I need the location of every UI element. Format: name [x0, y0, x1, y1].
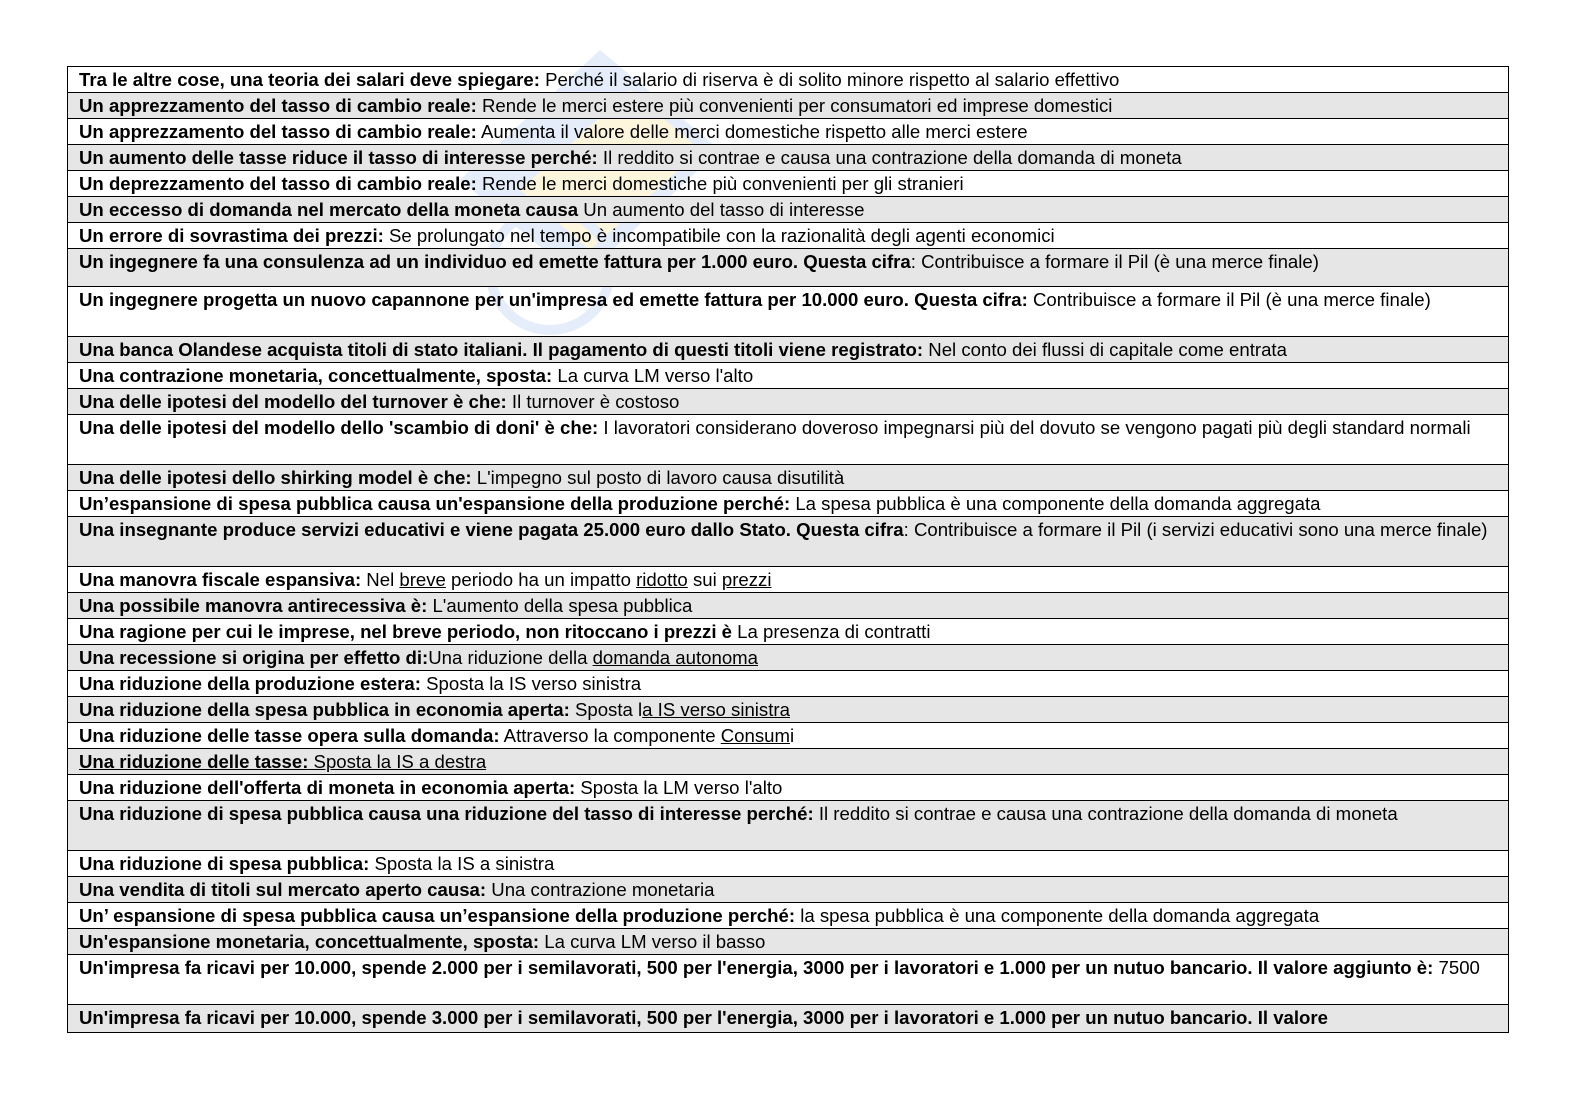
- table-row: [68, 619, 1509, 645]
- question-text: Una riduzione di spesa pubblica causa una riduzione del tasso di interesse perché:: [79, 803, 814, 824]
- table-row: [68, 145, 1509, 171]
- answer-text: L'impegno sul posto di lavoro causa disutilità: [471, 467, 845, 488]
- answer-underlined: domanda autonoma: [592, 647, 758, 668]
- question-text: Un apprezzamento del tasso di cambio reale:: [79, 121, 477, 142]
- table-cell: [68, 775, 1509, 801]
- table-row: [68, 645, 1509, 671]
- question-text: Una riduzione delle tasse:: [79, 751, 309, 772]
- table-row: [68, 851, 1509, 877]
- table-cell: [68, 851, 1509, 877]
- table-cell: [68, 671, 1509, 697]
- answer-text: La presenza di contratti: [732, 621, 931, 642]
- question-text: Un eccesso di domanda nel mercato della moneta causa: [79, 199, 579, 220]
- table-row: [68, 67, 1509, 93]
- table-row: [68, 723, 1509, 749]
- question-text: Un'impresa fa ricavi per 10.000, spende 2.000 per i semilavorati, 500 per l'energia, 3000 per i lavoratori e 1.000 per un nutuo bancario. Il valore aggiunto è:: [79, 957, 1434, 978]
- table-cell: [68, 389, 1509, 415]
- table-row: [68, 877, 1509, 903]
- answer-text: La spesa pubblica è una componente della domanda aggregata: [790, 493, 1321, 514]
- answer-text: Sposta l: [569, 699, 643, 720]
- table-row: [68, 775, 1509, 801]
- answer-text: I lavoratori considerano doveroso impegnarsi più del dovuto se vengono pagati più degli standard normali: [598, 417, 1471, 438]
- table-cell: [68, 171, 1509, 197]
- question-text: Una possibile manovra antirecessiva è:: [79, 595, 428, 616]
- table-cell: [68, 415, 1509, 465]
- table-cell: [68, 465, 1509, 491]
- answer-text: Il reddito si contrae e causa una contrazione della domanda di moneta: [597, 147, 1182, 168]
- answer-text: L'aumento della spesa pubblica: [427, 595, 693, 616]
- answer-text: Aumenta il valore delle merci domestiche rispetto alle merci estere: [476, 121, 1028, 142]
- table-row: [68, 415, 1509, 465]
- table-cell: [68, 491, 1509, 517]
- answer-text: Rende le merci estere più convenienti per consumatori ed imprese domestici: [476, 95, 1113, 116]
- table-row: [68, 93, 1509, 119]
- answer-text: Nel: [361, 569, 400, 590]
- table-row: [68, 749, 1509, 775]
- answer-text: Attraverso la componente: [499, 725, 721, 746]
- question-text: Una delle ipotesi del modello dello 'scambio di doni' è che:: [79, 417, 599, 438]
- question-text: Un ingegnere fa una consulenza ad un individuo ed emette fattura per 1.000 euro. Questa cifra: [79, 251, 911, 272]
- table-cell: [68, 593, 1509, 619]
- question-text: Una delle ipotesi del modello del turnover è che:: [79, 391, 507, 412]
- question-text: Una insegnante produce servizi educativi e viene pagata 25.000 euro dallo Stato. Questa cifra: [79, 519, 904, 540]
- answer-text: La curva LM verso il basso: [539, 931, 766, 952]
- answer-underlined: a IS verso sinistra: [642, 699, 790, 720]
- table-cell: [68, 929, 1509, 955]
- qa-table: [67, 66, 1509, 1033]
- answer-text: Sposta la IS verso sinistra: [420, 673, 642, 694]
- table-row: [68, 697, 1509, 723]
- answer-text: Contribuisce a formare il Pil (è una merce finale): [1027, 289, 1431, 310]
- question-text: Una riduzione della spesa pubblica in economia aperta:: [79, 699, 570, 720]
- answer-text: Il turnover è costoso: [506, 391, 680, 412]
- answer-text: Sposta la IS a sinistra: [369, 853, 555, 874]
- table-row: [68, 593, 1509, 619]
- table-row: [68, 1005, 1509, 1033]
- table-row: [68, 903, 1509, 929]
- question-text: Un’ espansione di spesa pubblica causa un’espansione della produzione perché:: [79, 905, 796, 926]
- table-cell: [68, 197, 1509, 223]
- table-cell: [68, 567, 1509, 593]
- table-cell: [68, 749, 1509, 775]
- table-row: [68, 363, 1509, 389]
- table-row: [68, 801, 1509, 851]
- table-row: [68, 567, 1509, 593]
- answer-underlined: Sposta la IS a destra: [308, 751, 487, 772]
- answer-text: : Contribuisce a formare il Pil (è una merce finale): [910, 251, 1319, 272]
- table-cell: [68, 645, 1509, 671]
- answer-text: Un aumento del tasso di interesse: [578, 199, 865, 220]
- table-row: [68, 929, 1509, 955]
- answer-text: Se prolungato nel tempo è incompatibile con la razionalità degli agenti economici: [383, 225, 1055, 246]
- table-row: [68, 197, 1509, 223]
- question-text: Una riduzione della produzione estera:: [79, 673, 421, 694]
- question-text: Una manovra fiscale espansiva:: [79, 569, 362, 590]
- table-cell: [68, 93, 1509, 119]
- answer-underlined: ridotto: [636, 569, 688, 590]
- answer-text: Il reddito si contrae e causa una contrazione della domanda di moneta: [813, 803, 1398, 824]
- question-text: Una riduzione delle tasse opera sulla domanda:: [79, 725, 500, 746]
- table-row: [68, 249, 1509, 287]
- table-cell: [68, 801, 1509, 851]
- table-row: [68, 389, 1509, 415]
- answer-text: Una contrazione monetaria: [486, 879, 715, 900]
- answer-text: : Contribuisce a formare il Pil (i servizi educativi sono una merce finale): [903, 519, 1488, 540]
- answer-text: Rende le merci domestiche più convenienti per gli stranieri: [476, 173, 964, 194]
- table-row: [68, 337, 1509, 363]
- question-text: Un'espansione monetaria, concettualmente, sposta:: [79, 931, 540, 952]
- table-row: [68, 465, 1509, 491]
- answer-text: Perché il salario di riserva è di solito minore rispetto al salario effettivo: [539, 69, 1120, 90]
- question-text: Un’espansione di spesa pubblica causa un'espansione della produzione perché:: [79, 493, 791, 514]
- table-cell: [68, 903, 1509, 929]
- question-text: Un errore di sovrastima dei prezzi:: [79, 225, 384, 246]
- table-cell: [68, 287, 1509, 337]
- answer-underlined: Consum: [720, 725, 790, 746]
- question-text: Una riduzione di spesa pubblica:: [79, 853, 370, 874]
- answer-underlined: breve: [399, 569, 446, 590]
- table-row: [68, 171, 1509, 197]
- table-cell: [68, 67, 1509, 93]
- answer-text: Una riduzione della: [428, 647, 593, 668]
- table-cell: [68, 249, 1509, 287]
- answer-text: periodo ha un impatto: [445, 569, 637, 590]
- table-cell: [68, 955, 1509, 1005]
- table-row: [68, 119, 1509, 145]
- table-cell: [68, 363, 1509, 389]
- question-text: Una contrazione monetaria, concettualmente, sposta:: [79, 365, 553, 386]
- table-row: [68, 955, 1509, 1005]
- answer-text: 7500: [1433, 957, 1480, 978]
- question-text: Un ingegnere progetta un nuovo capannone per un'impresa ed emette fattura per 10.000 euro. Questa cifra:: [79, 289, 1028, 310]
- answer-text: i: [789, 725, 795, 746]
- table-cell: [68, 337, 1509, 363]
- table-cell: [68, 517, 1509, 567]
- table-cell: [68, 619, 1509, 645]
- table-cell: [68, 145, 1509, 171]
- table-cell: [68, 723, 1509, 749]
- table-row: [68, 671, 1509, 697]
- answer-text: sui: [687, 569, 722, 590]
- question-text: Un aumento delle tasse riduce il tasso di interesse perché:: [79, 147, 598, 168]
- question-text: Un'impresa fa ricavi per 10.000, spende 3.000 per i semilavorati, 500 per l'energia, 3000 per i lavoratori e 1.000 per un nutuo bancario. Il valore: [79, 1007, 1328, 1028]
- question-text: Una recessione si origina per effetto di:: [79, 647, 429, 668]
- table-cell: [68, 1005, 1509, 1033]
- question-text: Un apprezzamento del tasso di cambio reale:: [79, 95, 477, 116]
- question-text: Una delle ipotesi dello shirking model è che:: [79, 467, 472, 488]
- table-row: [68, 287, 1509, 337]
- table-row: [68, 491, 1509, 517]
- answer-text: la spesa pubblica è una componente della domanda aggregata: [795, 905, 1320, 926]
- table-cell: [68, 877, 1509, 903]
- question-text: Un deprezzamento del tasso di cambio reale:: [79, 173, 477, 194]
- answer-text: Sposta la LM verso l'alto: [575, 777, 783, 798]
- question-text: Una riduzione dell'offerta di moneta in economia aperta:: [79, 777, 576, 798]
- question-text: Una banca Olandese acquista titoli di stato italiani. Il pagamento di questi titoli viene registrato:: [79, 339, 924, 360]
- question-text: Una ragione per cui le imprese, nel breve periodo, non ritoccano i prezzi è: [79, 621, 733, 642]
- table-cell: [68, 697, 1509, 723]
- answer-text: Nel conto dei flussi di capitale come entrata: [923, 339, 1287, 360]
- answer-text: La curva LM verso l'alto: [552, 365, 754, 386]
- table-row: [68, 517, 1509, 567]
- table-row: [68, 223, 1509, 249]
- answer-underlined: prezzi: [721, 569, 772, 590]
- question-text: Tra le altre cose, una teoria dei salari deve spiegare:: [79, 69, 540, 90]
- table-cell: [68, 119, 1509, 145]
- question-text: Una vendita di titoli sul mercato aperto causa:: [79, 879, 487, 900]
- table-cell: [68, 223, 1509, 249]
